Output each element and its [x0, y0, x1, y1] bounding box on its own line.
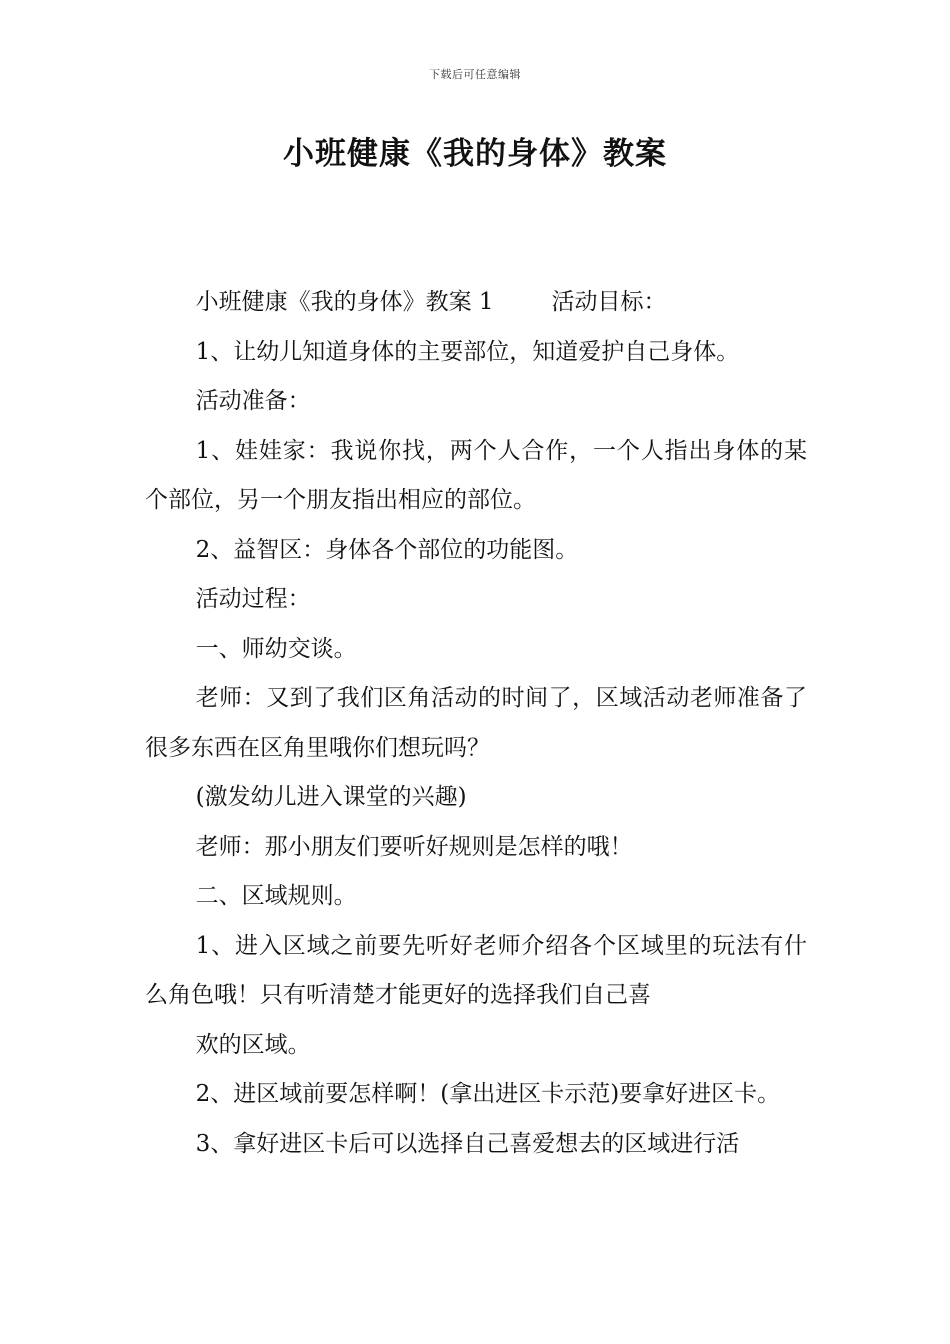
paragraph: 老师：那小朋友们要听好规则是怎样的哦！ [195, 833, 633, 860]
paragraph: 1、娃娃家：我说你找，两个人合作，一个人指出身体的某个部位，另一个朋友指出相应的部位。 [145, 437, 807, 513]
paragraph: 活动过程： [195, 586, 311, 612]
lesson-label: 小班健康《我的身体》教案 1 [195, 289, 494, 315]
header-note: 下载后可任意编辑 [429, 68, 521, 81]
paragraph: 老师：又到了我们区角活动的时间了，区域活动老师准备了很多东西在区角里哦你们想玩吗？ [145, 685, 807, 761]
document-title: 小班健康《我的身体》教案 [283, 136, 667, 172]
paragraph: 1、让幼儿知道身体的主要部位，知道爱护自己身体。 [195, 338, 740, 365]
paragraph: 活动准备： [195, 388, 311, 414]
document-body [145, 278, 807, 1169]
intro-paragraph [145, 278, 807, 328]
paragraph: 2、进区域前要怎样啊！(拿出进区卡示范)要拿好进区卡。 [195, 1081, 781, 1107]
paragraph: 一、师幼交谈。 [195, 635, 357, 662]
paragraph: (激发幼儿进入课堂的兴趣) [195, 784, 467, 810]
paragraph: 欢的区域。 [195, 1031, 311, 1058]
paragraph: 1、进入区域之前要先听好老师介绍各个区域里的玩法有什么角色哦！只有听清楚才能更好的选择我们自己喜 [145, 932, 807, 1008]
paragraph: 二、区域规则。 [195, 883, 357, 909]
paragraph: 2、益智区：身体各个部位的功能图。 [195, 536, 579, 563]
paragraph: 3、拿好进区卡后可以选择自己喜爱想去的区域进行活 [195, 1130, 740, 1157]
goal-label: 活动目标： [551, 289, 667, 315]
